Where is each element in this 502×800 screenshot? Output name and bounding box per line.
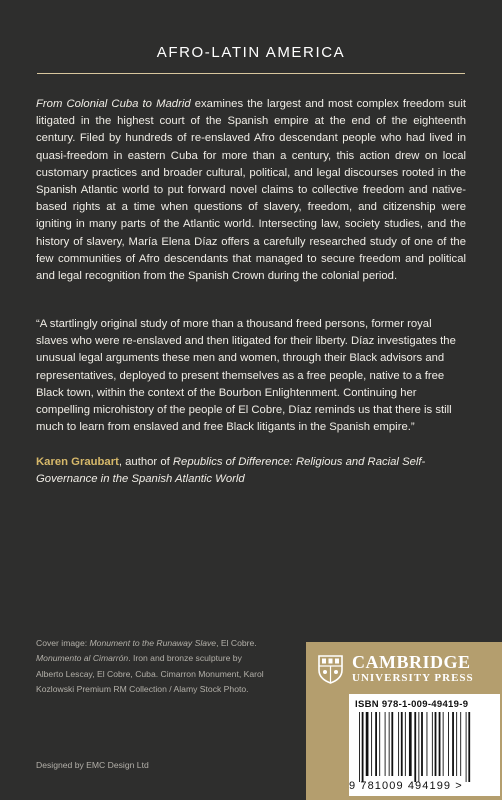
- barcode-bar: [359, 712, 360, 782]
- publisher-name: CAMBRIDGE: [352, 652, 471, 672]
- barcode-bar: [414, 712, 416, 782]
- barcode-bars: [355, 712, 495, 782]
- barcode-bar: [460, 712, 461, 776]
- barcode-bar: [391, 712, 393, 776]
- barcode-bar: [401, 712, 403, 776]
- designer-credit: Designed by EMC Design Ltd: [36, 760, 149, 770]
- barcode-bar: [466, 712, 467, 782]
- cover-image-credit: [36, 636, 271, 698]
- barcode-bar: [389, 712, 390, 776]
- endorser-book-title: Republics of Difference: Religious and Racial Self-Governance in the Spanish Atlantic World: [36, 456, 426, 486]
- barcode-bar: [371, 712, 372, 776]
- barcode-bar: [366, 712, 369, 776]
- barcode-bar: [452, 712, 454, 776]
- barcode-bar: [443, 712, 444, 776]
- book-description-text: examines the largest and most complex freedom suit litigated in the highest court of the Spanish empire at the end of the eighteenth century. Filed by hundreds of re-enslaved Afro descendant people who had lived in quasi-freedom in eastern Cuba for more than a century, this action drew on local customary practices and broader cultural, political, and legal discourses rooted in the Spanish Atlantic world to put forward novel claims to collective freedom and native-based rights at a time when questions of slavery, freedom, and citizenship were igniting in many parts of the Atlantic world. Intersecting law, society studies, and the history of slavery, María Elena Díaz offers a carefully researched study of one of the few communities of Afro descendants that managed to secure freedom and political and legal recognition from the Spanish Crown during the colonial period.: [36, 98, 466, 283]
- barcode-bar: [385, 712, 386, 776]
- isbn-label: ISBN 978-1-009-49419-9: [355, 699, 469, 710]
- barcode-digits: 9 781009 494199 >: [349, 780, 463, 792]
- barcode-bar: [362, 712, 364, 782]
- barcode-bar: [456, 712, 457, 776]
- endorsement-attribution: [36, 454, 466, 488]
- barcode-bar: [427, 712, 428, 776]
- barcode-bar: [418, 712, 419, 782]
- barcode-bar: [421, 712, 423, 776]
- barcode-bar: [468, 712, 470, 782]
- barcode-bar: [398, 712, 399, 776]
- credit-label: Cover image:: [36, 638, 90, 648]
- publisher-subtitle: UNIVERSITY PRESS: [352, 672, 474, 684]
- series-divider: [37, 73, 465, 74]
- endorser-author-prefix: , author of: [118, 456, 173, 468]
- barcode-box: [349, 694, 500, 796]
- book-description: [36, 96, 466, 285]
- endorsement-quote: “A startlingly original study of more than a thousand freed persons, former royal slaves who were re-enslaved and then litigated for their liberty. Díaz investigates the unusual legal arguments these men and women, through their Black advisors and representatives, deployed to present themselves as a free people, native to a free Black town, within the context of the Bourbon Enlightenment. Continuing her compelling microhistory of the people of El Cobre, Díaz reminds us that there is still much to learn from enslaved and free Black litigants in the Spanish empire.”: [36, 318, 456, 434]
- barcode-bar: [405, 712, 406, 776]
- university-shield-logo: [318, 655, 343, 684]
- series-title: AFRO-LATIN AMERICA: [156, 44, 346, 61]
- credit-work-spanish-title: Monumento al Cimarrón: [36, 653, 129, 664]
- credit-work-title: Monument to the Runaway Slave: [89, 638, 217, 648]
- series-header: [0, 0, 502, 88]
- barcode-bar: [375, 712, 377, 776]
- endorser-name: Karen Graubart: [36, 456, 119, 468]
- credit-place: , El Cobre.: [216, 638, 257, 648]
- publisher-panel: [306, 642, 502, 800]
- barcode-bar: [439, 712, 441, 776]
- barcode-bar: [448, 712, 449, 776]
- book-title-italic: From Colonial Cuba to Madrid: [36, 98, 191, 110]
- barcode-bar: [409, 712, 412, 776]
- barcode-bar: [379, 712, 380, 776]
- credit-rest: . Iron and bronze sculpture by Alberto Lescay, El Cobre, Cuba. Cimarron Monument, Karol Kozlowski Premium RM Collection / Alamy Stock Photo.: [36, 653, 264, 695]
- barcode-bar: [435, 712, 437, 776]
- barcode-bar: [432, 712, 433, 776]
